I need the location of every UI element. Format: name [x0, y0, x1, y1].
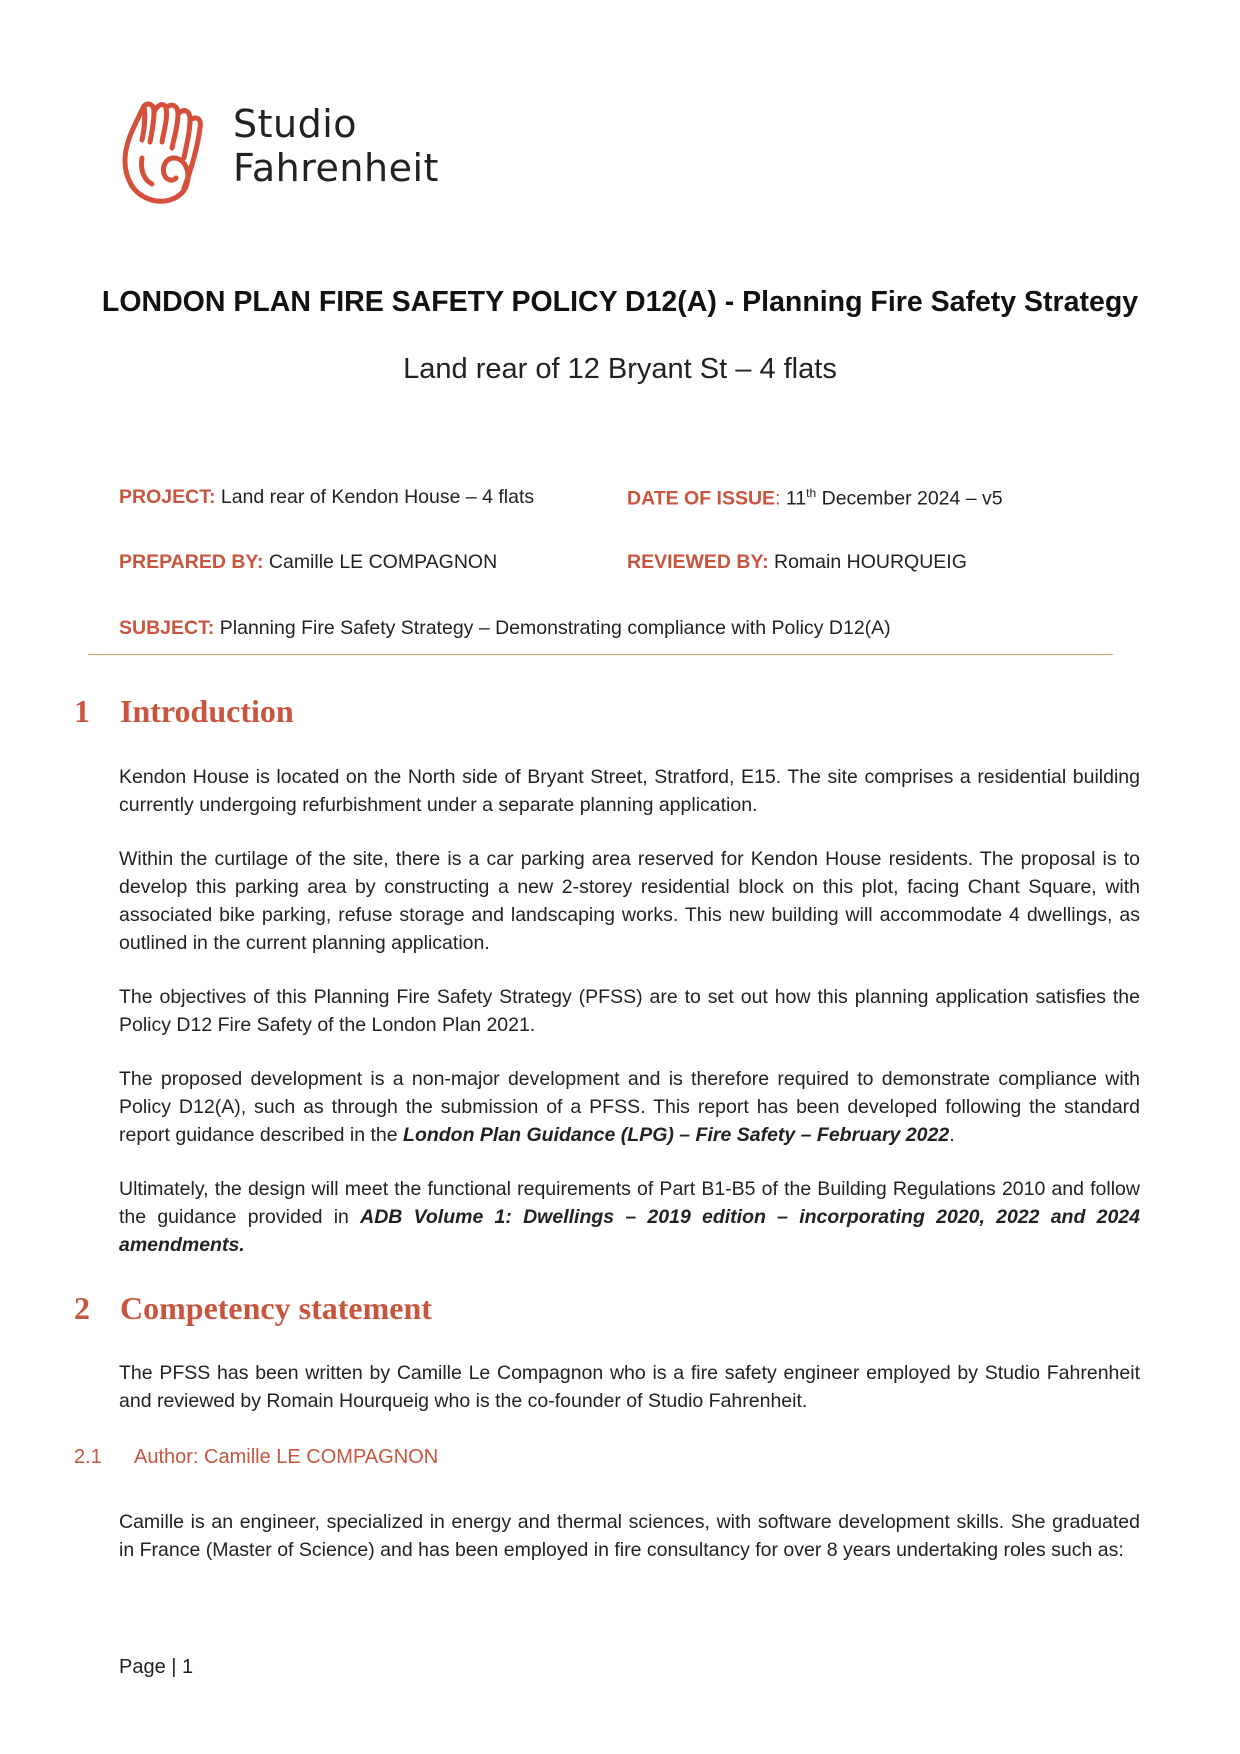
adb-reference: ADB Volume 1: Dwellings – 2019 edition – incorporating 2020, 2022 and 2024 amendments. — [119, 1206, 1140, 1256]
intro-p5-text: Ultimately, the design will meet the functional requirements of Part B1-B5 of the Building Regulations 2010 and follow the guidance provided in — [119, 1178, 1140, 1228]
intro-p4-text: The proposed development is a non-major development and is therefore required to demonstrate compliance with Policy D12(A), such as through the submission of a PFSS. This report has been developed following the standard report guidance described in the — [119, 1068, 1140, 1146]
author-paragraph: Camille is an engineer, specialized in energy and thermal sciences, with software development skills. She graduated in France (Master of Science) and has been employed in fire consultancy for over 8 years undertaking roles such as: — [119, 1511, 1140, 1561]
section-2-title: Competency statement — [120, 1290, 432, 1326]
header-divider — [88, 654, 1113, 655]
meta-reviewed-by — [627, 551, 967, 574]
date-rest: December 2024 – v5 — [821, 487, 1003, 510]
section-2-heading — [74, 1290, 432, 1327]
brand-line-fahrenheit: Fahrenheit — [233, 146, 439, 190]
intro-paragraph-5 — [119, 1175, 1140, 1259]
brand-wordmark — [233, 102, 439, 190]
date-label: DATE OF ISSUE — [627, 487, 776, 510]
section-1-number: 1 — [74, 693, 90, 729]
section-1-heading — [74, 693, 294, 730]
section-1-title: Introduction — [120, 693, 294, 729]
intro-paragraph-2: Within the curtilage of the site, there is a car parking area reserved for Kendon House residents. The proposal is to develop this parking area by constructing a new 2-storey residential block on this plot, facing Chant Square, with associated bike parking, refuse storage and landscaping works. This new building will accommodate 4 dwellings, as outlined in the current planning application. — [119, 848, 1140, 954]
project-value: Land rear of Kendon House – 4 flats — [220, 486, 535, 508]
document-subtitle: Land rear of 12 Bryant St – 4 flats — [403, 353, 837, 385]
date-suffix: th — [806, 486, 817, 500]
reviewed-label: REVIEWED BY: — [627, 551, 769, 573]
brand-line-studio: Studio — [233, 102, 358, 146]
reviewed-value: Romain HOURQUEIG — [774, 551, 967, 573]
intro-p4-end: . — [949, 1124, 955, 1146]
subject-label: SUBJECT: — [119, 617, 215, 639]
page-number: Page | 1 — [119, 1656, 194, 1678]
prepared-value: Camille LE COMPAGNON — [268, 551, 498, 573]
subsection-2-1-number: 2.1 — [74, 1446, 102, 1468]
studio-fahrenheit-logo — [118, 96, 478, 208]
meta-subject — [119, 617, 891, 640]
intro-paragraph-3: The objectives of this Planning Fire Safety Strategy (PFSS) are to set out how this planning application satisfies the Policy D12 Fire Safety of the London Plan 2021. — [119, 986, 1140, 1036]
subsection-2-1-title: Author: Camille LE COMPAGNON — [134, 1446, 439, 1468]
subsection-2-1-heading — [74, 1446, 438, 1469]
date-day: 11 — [785, 487, 807, 510]
section-2-number: 2 — [74, 1290, 90, 1326]
meta-project — [119, 486, 534, 509]
competency-paragraph-1: The PFSS has been written by Camille Le Compagnon who is a fire safety engineer employed by Studio Fahrenheit and reviewed by Romain Hourqueig who is the co-founder of Studio Fahrenheit. — [119, 1362, 1140, 1412]
subject-value: Planning Fire Safety Strategy – Demonstrating compliance with Policy D12(A) — [219, 617, 891, 639]
project-label: PROJECT: — [119, 486, 216, 508]
intro-paragraph-1: Kendon House is located on the North side of Bryant Street, Stratford, E15. The site comprises a residential building currently undergoing refurbishment under a separate planning application. — [119, 766, 1140, 816]
meta-date-of-issue — [627, 486, 1003, 511]
flame-hand-icon — [118, 96, 218, 208]
date-colon: : — [775, 487, 781, 510]
intro-paragraph-4 — [119, 1065, 1140, 1149]
meta-prepared-by — [119, 551, 497, 574]
lpg-reference: London Plan Guidance (LPG) – Fire Safety – February 2022 — [403, 1124, 950, 1146]
document-title: LONDON PLAN FIRE SAFETY POLICY D12(A) - Planning Fire Safety Strategy — [101, 286, 1139, 318]
prepared-label: PREPARED BY: — [119, 551, 264, 573]
